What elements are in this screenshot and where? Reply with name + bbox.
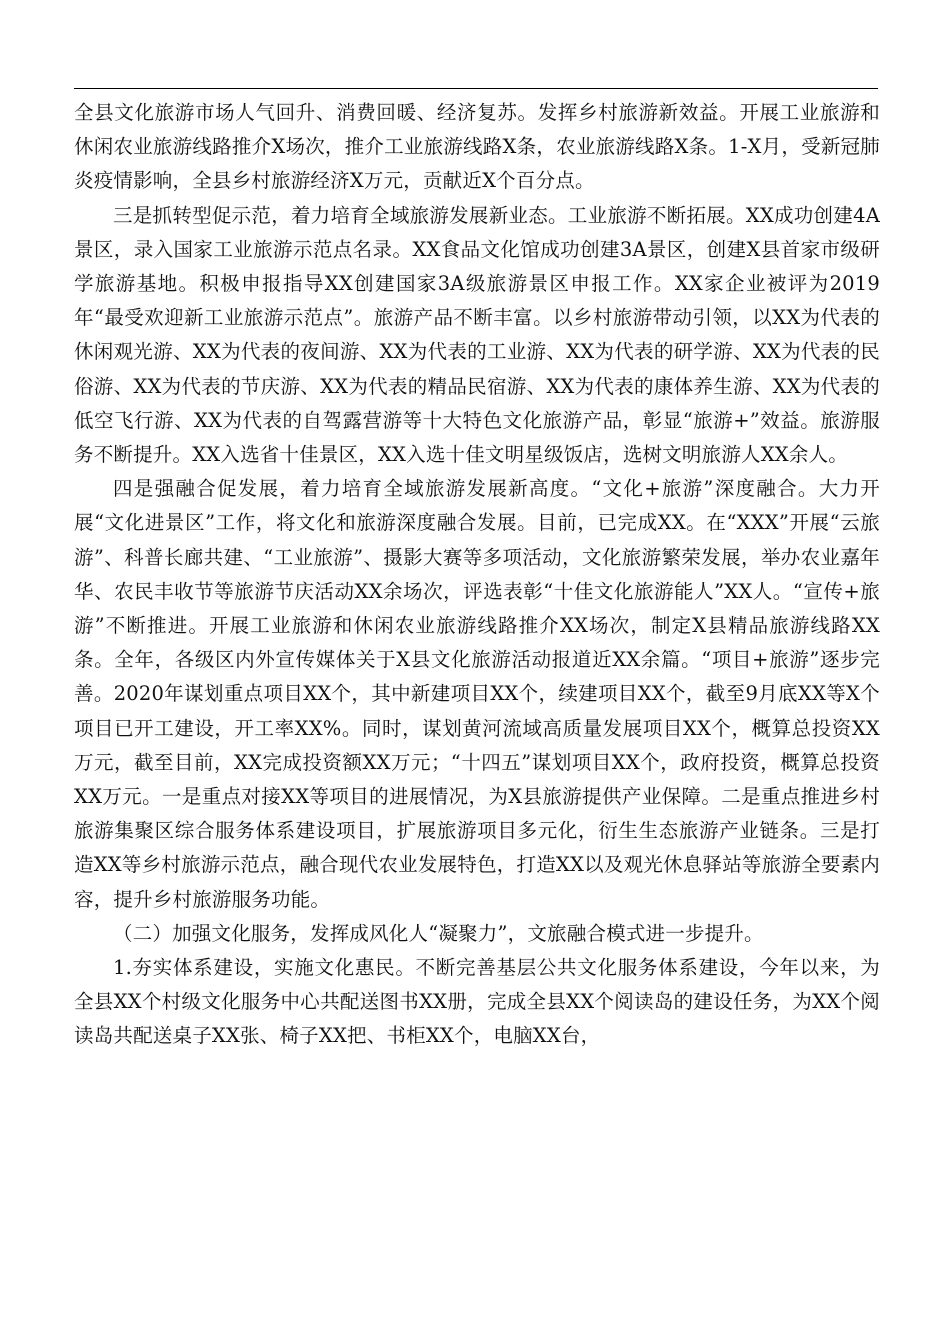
paragraph-item-one: 1.夯实体系建设，实施文化惠民。不断完善基层公共文化服务体系建设，今年以来，为全县XX个村级文化服务中心共配送图书XX册，完成全县XX个阅读岛的建设任务，为XX个阅读岛共配送桌子XX张、椅子XX把、书柜XX个，电脑XX台，: [74, 956, 880, 1048]
section-heading-culture-service: （二）加强文化服务，发挥成风化人“凝聚力”，文旅融合模式进一步提升。: [113, 921, 764, 945]
document-body: [74, 96, 880, 1054]
header-rule: [74, 88, 878, 89]
paragraph-section-four: 四是强融合促发展，着力培育全域旅游发展新高度。“文化+旅游”深度融合。大力开展“文化进景区”工作，将文化和旅游深度融合发展。目前，已完成XX。在“XXX”开展“云旅游”、科普长廊共建、“工业旅游”、摄影大赛等多项活动，文化旅游繁荣发展，举办农业嘉年华、农民丰收节等旅游节庆活动XX余场次，评选表彰“十佳文化旅游能人”XX人。“宣传+旅游”不断推进。开展工业旅游和休闲农业旅游线路推介XX场次，制定X县精品旅游线路XX条。全年，各级区内外宣传媒体关于X县文化旅游活动报道近XX余篇。“项目+旅游”逐步完善。2020年谋划重点项目XX个，其中新建项目XX个，续建项目XX个，截至9月底XX等X个项目已开工建设，开工率XX%。同时，谋划黄河流域高质量发展项目XX个，概算总投资XX万元，截至目前，XX完成投资额XX万元；“十四五”谋划项目XX个，政府投资，概算总投资XX万元。一是重点对接XX等项目的进展情况，为X县旅游提供产业保障。二是重点推进乡村旅游集聚区综合服务体系建设项目，扩展旅游项目多元化，衍生生态旅游产业链条。三是打造XX等乡村旅游示范点，融合现代农业发展特色，打造XX以及观光休息驿站等旅游全要素内容，提升乡村旅游服务功能。: [74, 477, 880, 911]
paragraph-section-three: 三是抓转型促示范，着力培育全域旅游发展新业态。工业旅游不断拓展。XX成功创建4A景区，录入国家工业旅游示范点名录。XX食品文化馆成功创建3A景区，创建X县首家市级研学旅游基地。积极申报指导XX创建国家3A级旅游景区申报工作。XX家企业被评为2019年“最受欢迎新工业旅游示范点”。旅游产品不断丰富。以乡村旅游带动引领，以XX为代表的休闲观光游、XX为代表的夜间游、XX为代表的工业游、XX为代表的研学游、XX为代表的民俗游、XX为代表的节庆游、XX为代表的精品民宿游、XX为代表的康体养生游、XX为代表的低空飞行游、XX为代表的自驾露营游等十大特色文化旅游产品，彰显“旅游+”效益。旅游服务不断提升。XX入选省十佳景区，XX入选十佳文明星级饭店，选树文明旅游人XX余人。: [74, 203, 880, 467]
paragraph-continued: 全县文化旅游市场人气回升、消费回暖、经济复苏。发挥乡村旅游新效益。开展工业旅游和休闲农业旅游线路推介X场次，推介工业旅游线路X条，农业旅游线路X条。1-X月，受新冠肺炎疫情影响，全县乡村旅游经济X万元，贡献近X个百分点。: [74, 101, 880, 193]
